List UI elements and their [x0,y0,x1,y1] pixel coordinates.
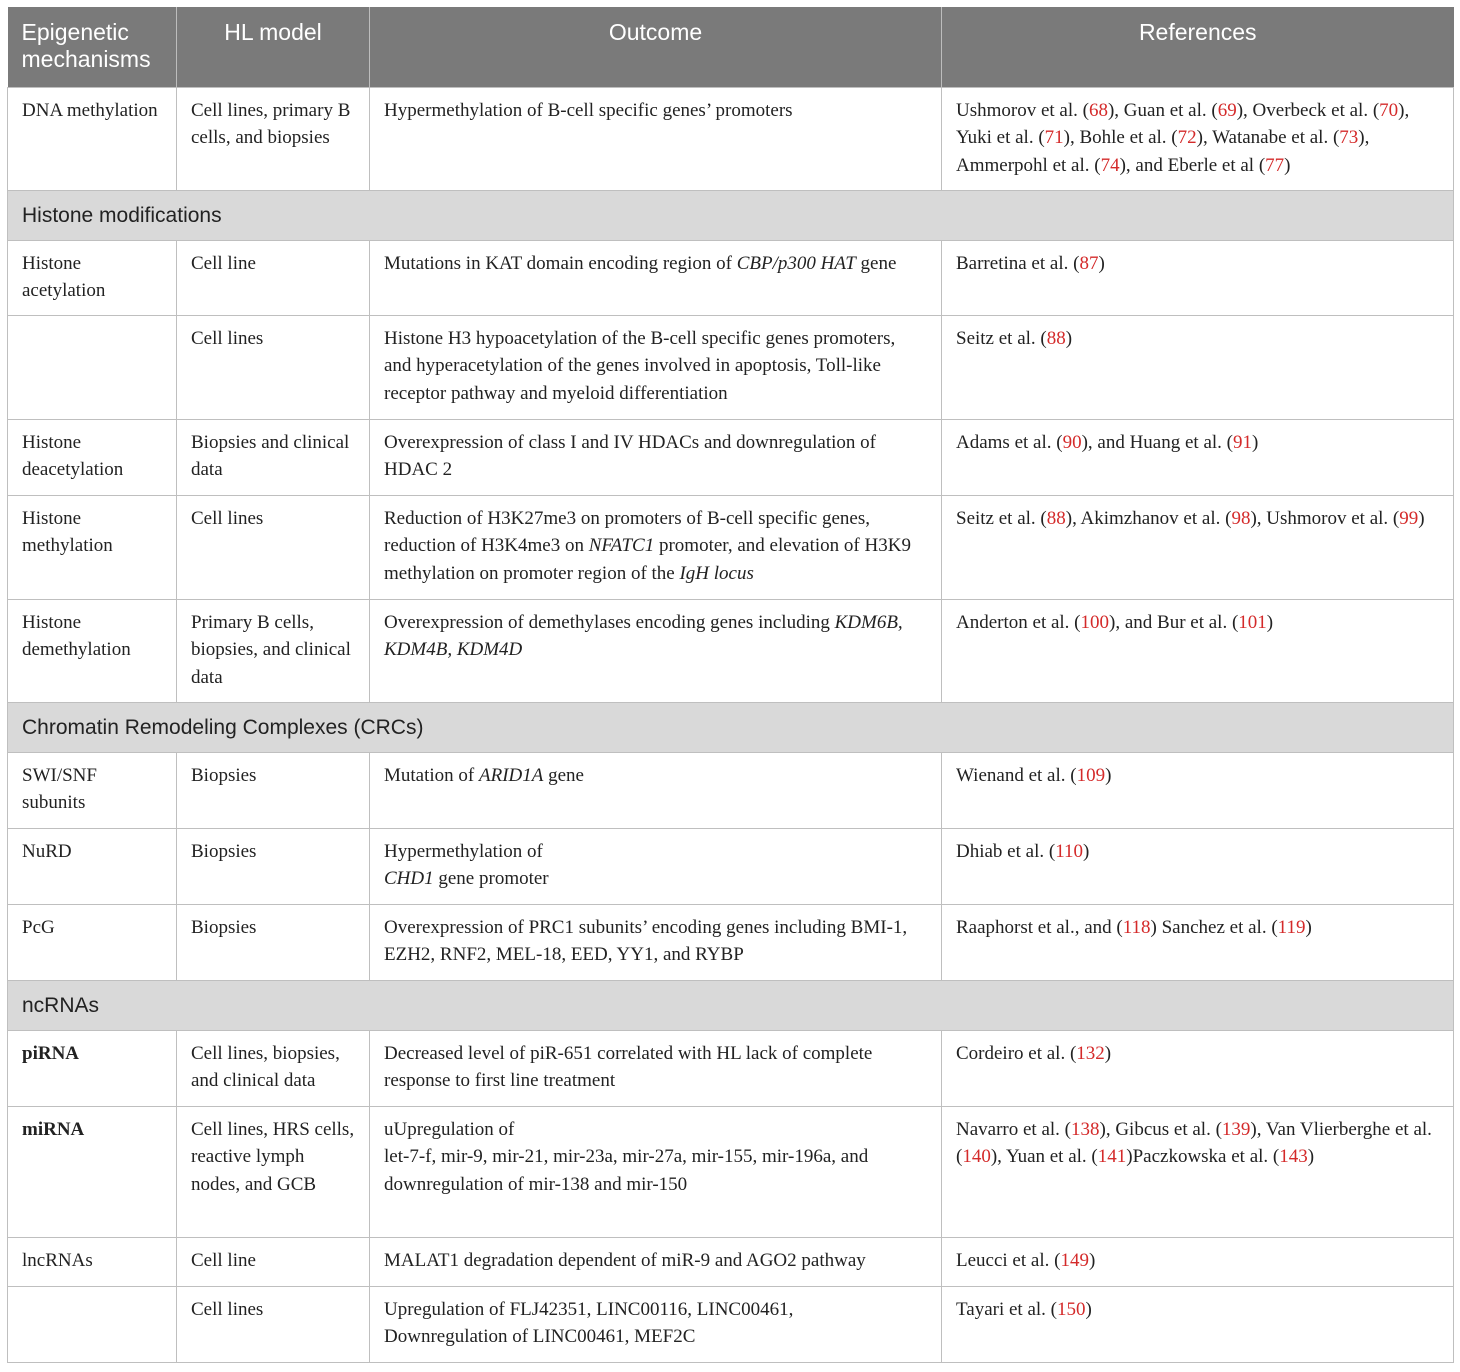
reference-link[interactable]: 70 [1379,99,1399,121]
table-row [8,240,1454,315]
model-cell: Biopsies and clinical data [177,419,370,495]
model-cell: Cell lines, biopsies, and clinical data [177,1030,370,1106]
reference-link[interactable]: 118 [1122,916,1151,938]
reference-link[interactable]: 87 [1079,252,1099,274]
mechanism-cell: DNA methylation [8,87,177,190]
reference-link[interactable]: 91 [1233,431,1252,453]
table-row [8,1286,1454,1362]
reference-link[interactable]: 72 [1177,127,1197,148]
outcome-cell: Overexpression of demethylases encoding genes including KDM6B, KDM4B, KDM4D [370,599,942,702]
section-title: Chromatin Remodeling Complexes (CRCs) [8,702,1454,752]
references-cell: Leucci et al. (149) [942,1237,1454,1286]
references-cell: Dhiab et al. (110) [942,828,1454,904]
outcome-cell: Reduction of H3K27me3 on promoters of B-cell specific genes, reduction of H3K4me3 on NFATC1 promoter, and elevation of H3K9 methylation on promoter region of the IgH locus [370,495,942,599]
reference-link[interactable]: 149 [1060,1249,1089,1271]
mechanism-cell: Histone methylation [8,495,177,599]
reference-link[interactable]: 71 [1044,127,1064,148]
reference-link[interactable]: 132 [1076,1042,1105,1064]
mechanism-cell [8,315,177,419]
header-mechanisms: Epigenetic mechanisms [8,7,177,87]
table-row [8,87,1454,190]
references-cell: Navarro et al. (138), Gibcus et al. (139), Van Vlierberghe et al. (140), Yuan et al. (141)Paczkowska et al. (143) [942,1106,1454,1237]
reference-link[interactable]: 150 [1057,1298,1086,1320]
table-row [8,599,1454,702]
reference-link[interactable]: 139 [1221,1118,1251,1140]
model-cell: Cell lines [177,315,370,419]
model-cell: Cell lines [177,495,370,599]
outcome-cell: Mutation of ARID1A gene [370,752,942,828]
reference-link[interactable]: 98 [1231,507,1251,529]
reference-link[interactable]: 88 [1046,507,1066,529]
mechanism-cell: lncRNAs [8,1237,177,1286]
section-title: ncRNAs [8,980,1454,1030]
references-cell: Ushmorov et al. (68), Guan et al. (69), Overbeck et al. (70), Yuki et al. (71), Bohle et al. (72), Watanabe et al. (73), Ammerpohl et al. (74), and Eberle et al (77) [942,87,1454,190]
reference-link[interactable]: 140 [962,1146,991,1167]
mechanism-cell: NuRD [8,828,177,904]
references-cell: Adams et al. (90), and Huang et al. (91) [942,419,1454,495]
outcome-cell: Mutations in KAT domain encoding region of CBP/p300 HAT gene [370,240,942,315]
table-row [8,828,1454,904]
header-outcome: Outcome [370,7,942,87]
mechanism-cell: Histone demethylation [8,599,177,702]
reference-link[interactable]: 100 [1080,611,1110,633]
table-row [8,1030,1454,1106]
reference-link[interactable]: 88 [1046,327,1066,349]
outcome-cell: Overexpression of class I and IV HDACs and downregulation of HDAC 2 [370,419,942,495]
references-cell: Seitz et al. (88), Akimzhanov et al. (98), Ushmorov et al. (99) [942,495,1454,599]
mechanism-cell: Histone acetylation [8,240,177,315]
mechanism-cell [8,1286,177,1362]
table-row [8,904,1454,980]
reference-link[interactable]: 73 [1339,127,1359,148]
table-row [8,495,1454,599]
reference-link[interactable]: 77 [1265,154,1285,176]
mechanism-cell: miRNA [8,1106,177,1237]
outcome-cell: Hypermethylation of CHD1 gene promoter [370,828,942,904]
table-row [8,1106,1454,1237]
reference-link[interactable]: 141 [1097,1146,1127,1167]
reference-link[interactable]: 74 [1100,154,1120,176]
epigenetics-table [7,7,1454,1363]
model-cell: Cell line [177,1237,370,1286]
table-row [8,315,1454,419]
outcome-cell: Overexpression of PRC1 subunits’ encoding genes including BMI-1, EZH2, RNF2, MEL-18, EED, YY1, and RYBP [370,904,942,980]
header-references: References [942,7,1454,87]
reference-link[interactable]: 69 [1217,99,1237,121]
model-cell: Cell line [177,240,370,315]
section-row [8,190,1454,240]
model-cell: Cell lines, primary B cells, and biopsies [177,87,370,190]
outcome-cell: uUpregulation of let-7-f, mir-9, mir-21, mir-23a, mir-27a, mir-155, mir-196a, and downregulation of mir-138 and mir-150 [370,1106,942,1237]
mechanism-cell: PcG [8,904,177,980]
model-cell: Biopsies [177,752,370,828]
references-cell: Tayari et al. (150) [942,1286,1454,1362]
model-cell: Biopsies [177,828,370,904]
references-cell: Anderton et al. (100), and Bur et al. (101) [942,599,1454,702]
mechanism-cell: SWI/SNF subunits [8,752,177,828]
model-cell: Primary B cells, biopsies, and clinical data [177,599,370,702]
outcome-cell: MALAT1 degradation dependent of miR-9 and AGO2 pathway [370,1237,942,1286]
table-row [8,1237,1454,1286]
outcome-cell: Hypermethylation of B-cell specific genes’ promoters [370,87,942,190]
mechanism-cell: piRNA [8,1030,177,1106]
model-cell: Biopsies [177,904,370,980]
references-cell: Wienand et al. (109) [942,752,1454,828]
reference-link[interactable]: 109 [1076,764,1106,786]
reference-link[interactable]: 119 [1277,916,1306,938]
section-row [8,980,1454,1030]
outcome-cell: Upregulation of FLJ42351, LINC00116, LINC00461, Downregulation of LINC00461, MEF2C [370,1286,942,1362]
section-title: Histone modifications [8,190,1454,240]
references-cell: Barretina et al. (87) [942,240,1454,315]
mechanism-cell: Histone deacetylation [8,419,177,495]
reference-link[interactable]: 138 [1071,1118,1100,1140]
header-hl-model: HL model [177,7,370,87]
reference-link[interactable]: 143 [1279,1146,1308,1167]
model-cell: Cell lines, HRS cells, reactive lymph nodes, and GCB [177,1106,370,1237]
header-row [8,7,1454,87]
outcome-cell: Decreased level of piR-651 correlated with HL lack of complete response to first line treatment [370,1030,942,1106]
reference-link[interactable]: 90 [1062,431,1082,453]
model-cell: Cell lines [177,1286,370,1362]
outcome-cell: Histone H3 hypoacetylation of the B-cell specific genes promoters, and hyperacetylation of the genes involved in apoptosis, Toll-like receptor pathway and myeloid differentiation [370,315,942,419]
table-row [8,752,1454,828]
section-row [8,702,1454,752]
reference-link[interactable]: 99 [1399,507,1419,529]
references-cell: Cordeiro et al. (132) [942,1030,1454,1106]
reference-link[interactable]: 110 [1055,840,1083,862]
reference-link[interactable]: 101 [1238,611,1267,633]
references-cell: Seitz et al. (88) [942,315,1454,419]
reference-link[interactable]: 68 [1088,99,1108,121]
references-cell: Raaphorst et al., and (118) Sanchez et al. (119) [942,904,1454,980]
table-row [8,419,1454,495]
